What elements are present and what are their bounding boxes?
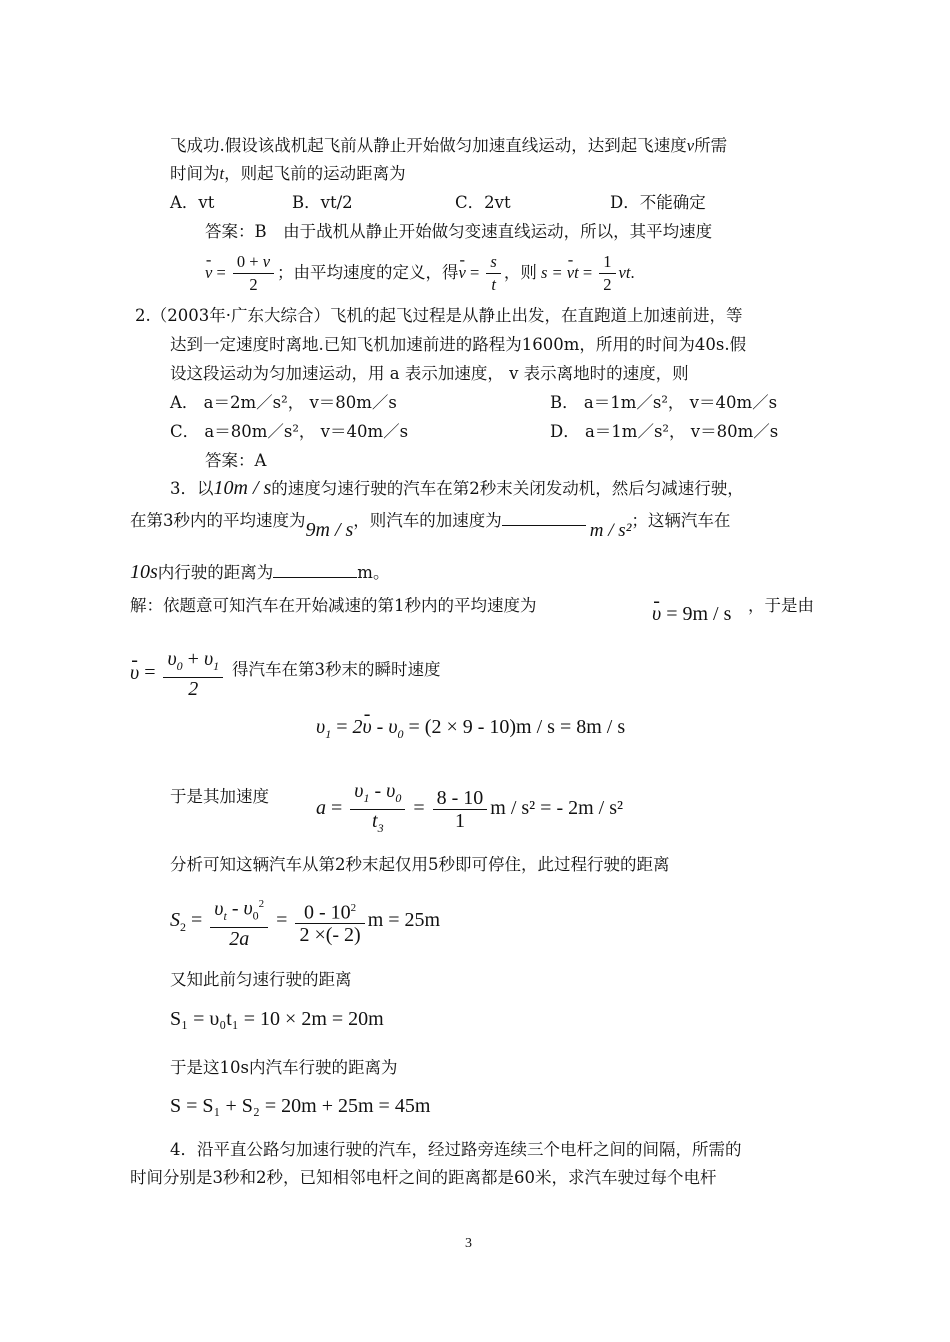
q3-solution-line2: 得汽车在第3秒末的瞬时速度 [232,660,441,679]
fraction-0-plus-v-over-2: $\frac{0 + v}{2}$ [233,251,274,296]
q2-line3: 设这段运动为匀加速运动，用 a 表示加速度， v 表示离地时的速度，则 [170,364,689,383]
q3-eq-s2: $S_2$ = $\frac{\upsilon_t - \upsilon_0^2}{2a}$ = $\frac{0 - 10^2}{2 \times(- 2)}$ m = 25m [170,893,440,950]
page-number: 3 [465,1236,472,1251]
q2-answer: 答案：A [205,451,267,470]
q1-option-c: C．2vt [455,193,511,212]
q3-total-label: 于是这10s内汽车行驶的距离为 [170,1058,398,1077]
q1-option-b: B．vt/2 [292,193,353,212]
q4-line2: 时间分别是3秒和2秒，已知相邻电杆之间的距离都是60米，求汽车驶过每个电杆 [130,1168,717,1187]
q3-eq-s1: S₁ = υ₀t₁ = 10 × 2m = 20m [170,1008,384,1030]
q1-option-d: D．不能确定 [610,193,706,212]
q3-eq-s: S = S₁ + S₂ = 20m + 25m = 45m [170,1095,431,1117]
q3-previous-distance-label: 又知此前匀速行驶的距离 [170,970,352,989]
q1-line1: 飞成功.假设该战机起飞前从静止开始做匀加速直线运动，达到起飞速度v所需 [170,136,728,155]
q4-line1: 4．沿平直公路匀加速行驶的汽车，经过路旁连续三个电杆之间的间隔，所需的 [170,1140,742,1159]
q1-answer: 答案：B 由于战机从静止开始做匀变速直线运动，所以，其平均速度 [205,222,713,241]
q1-line2: 时间为t，则起飞前的运动距离为 [170,164,406,183]
q1-explanation: - v = $\frac{0 + v}{2}$ ；由平均速度的定义，得- v = $\frac{s}{t}$ ，则 s = - vt = $\frac{1}{2}$ vt. [205,249,635,299]
q3-line1: 3．以10m / s的速度匀速行驶的汽车在第2秒末关闭发动机，然后匀减速行驶， [170,477,744,499]
q2-option-a: A． a＝2m／s²， v＝80m／s [170,393,397,412]
q3-line3: 10s内行驶的距离为 m。 [130,561,390,583]
q3-solution-line1: 解：依题意可知汽车在开始减速的第1秒内的平均速度为 [130,596,537,615]
q3-eq-v1: $\upsilon_1 = 2-$ $\upsilon - \upsilon_0 = (2 \times 9 - 10)m / s = 8m / s$ [316,716,625,742]
q3-acceleration-label: 于是其加速度 [170,787,269,806]
q2-option-c: C． a＝80m／s²， v＝40m／s [170,422,409,441]
q2-option-d: D． a＝1m／s²， v＝80m／s [550,422,779,441]
fraction-one-half: $\frac{1}{2}$ [599,251,615,296]
fraction-s-over-t: $\frac{s}{t}$ [486,251,500,296]
q3-average-velocity: - υ = 9m / s [652,603,731,626]
acceleration-answer-blank[interactable] [502,511,586,526]
q3-solution-line1-end: ，于是由 [748,596,814,615]
q2-line1: 2.（2003年·广东大综合）飞机的起飞过程是从静止出发，在直跑道上加速前进，等 [135,306,743,325]
q3-line2: 在第3秒内的平均速度为9m / s，则汽车的加速度为 m / s²；这辆汽车在 [130,511,731,541]
q2-line2: 达到一定速度时离地.已知飞机加速前进的路程为1600m，所用的时间为40s.假 [170,335,747,354]
q2-option-b: B． a＝1m／s²， v＝40m／s [550,393,778,412]
distance-answer-blank[interactable] [273,563,357,578]
q1-option-a: A．vt [170,193,215,212]
q3-eq-acceleration: a = $\frac{\upsilon_1 - \upsilon_0}{t_3}$ = $\frac{8 - 10}{1}$ m / s² = - 2m / s² [316,780,624,835]
v-bar: - v [205,249,212,297]
q3-analysis: 分析可知这辆汽车从第2秒末起仅用5秒即可停住，此过程行驶的距离 [170,855,670,874]
q3-average-velocity-formula: - υ = $\frac{\upsilon_0 + \upsilon_1}{2}$ [130,648,226,700]
